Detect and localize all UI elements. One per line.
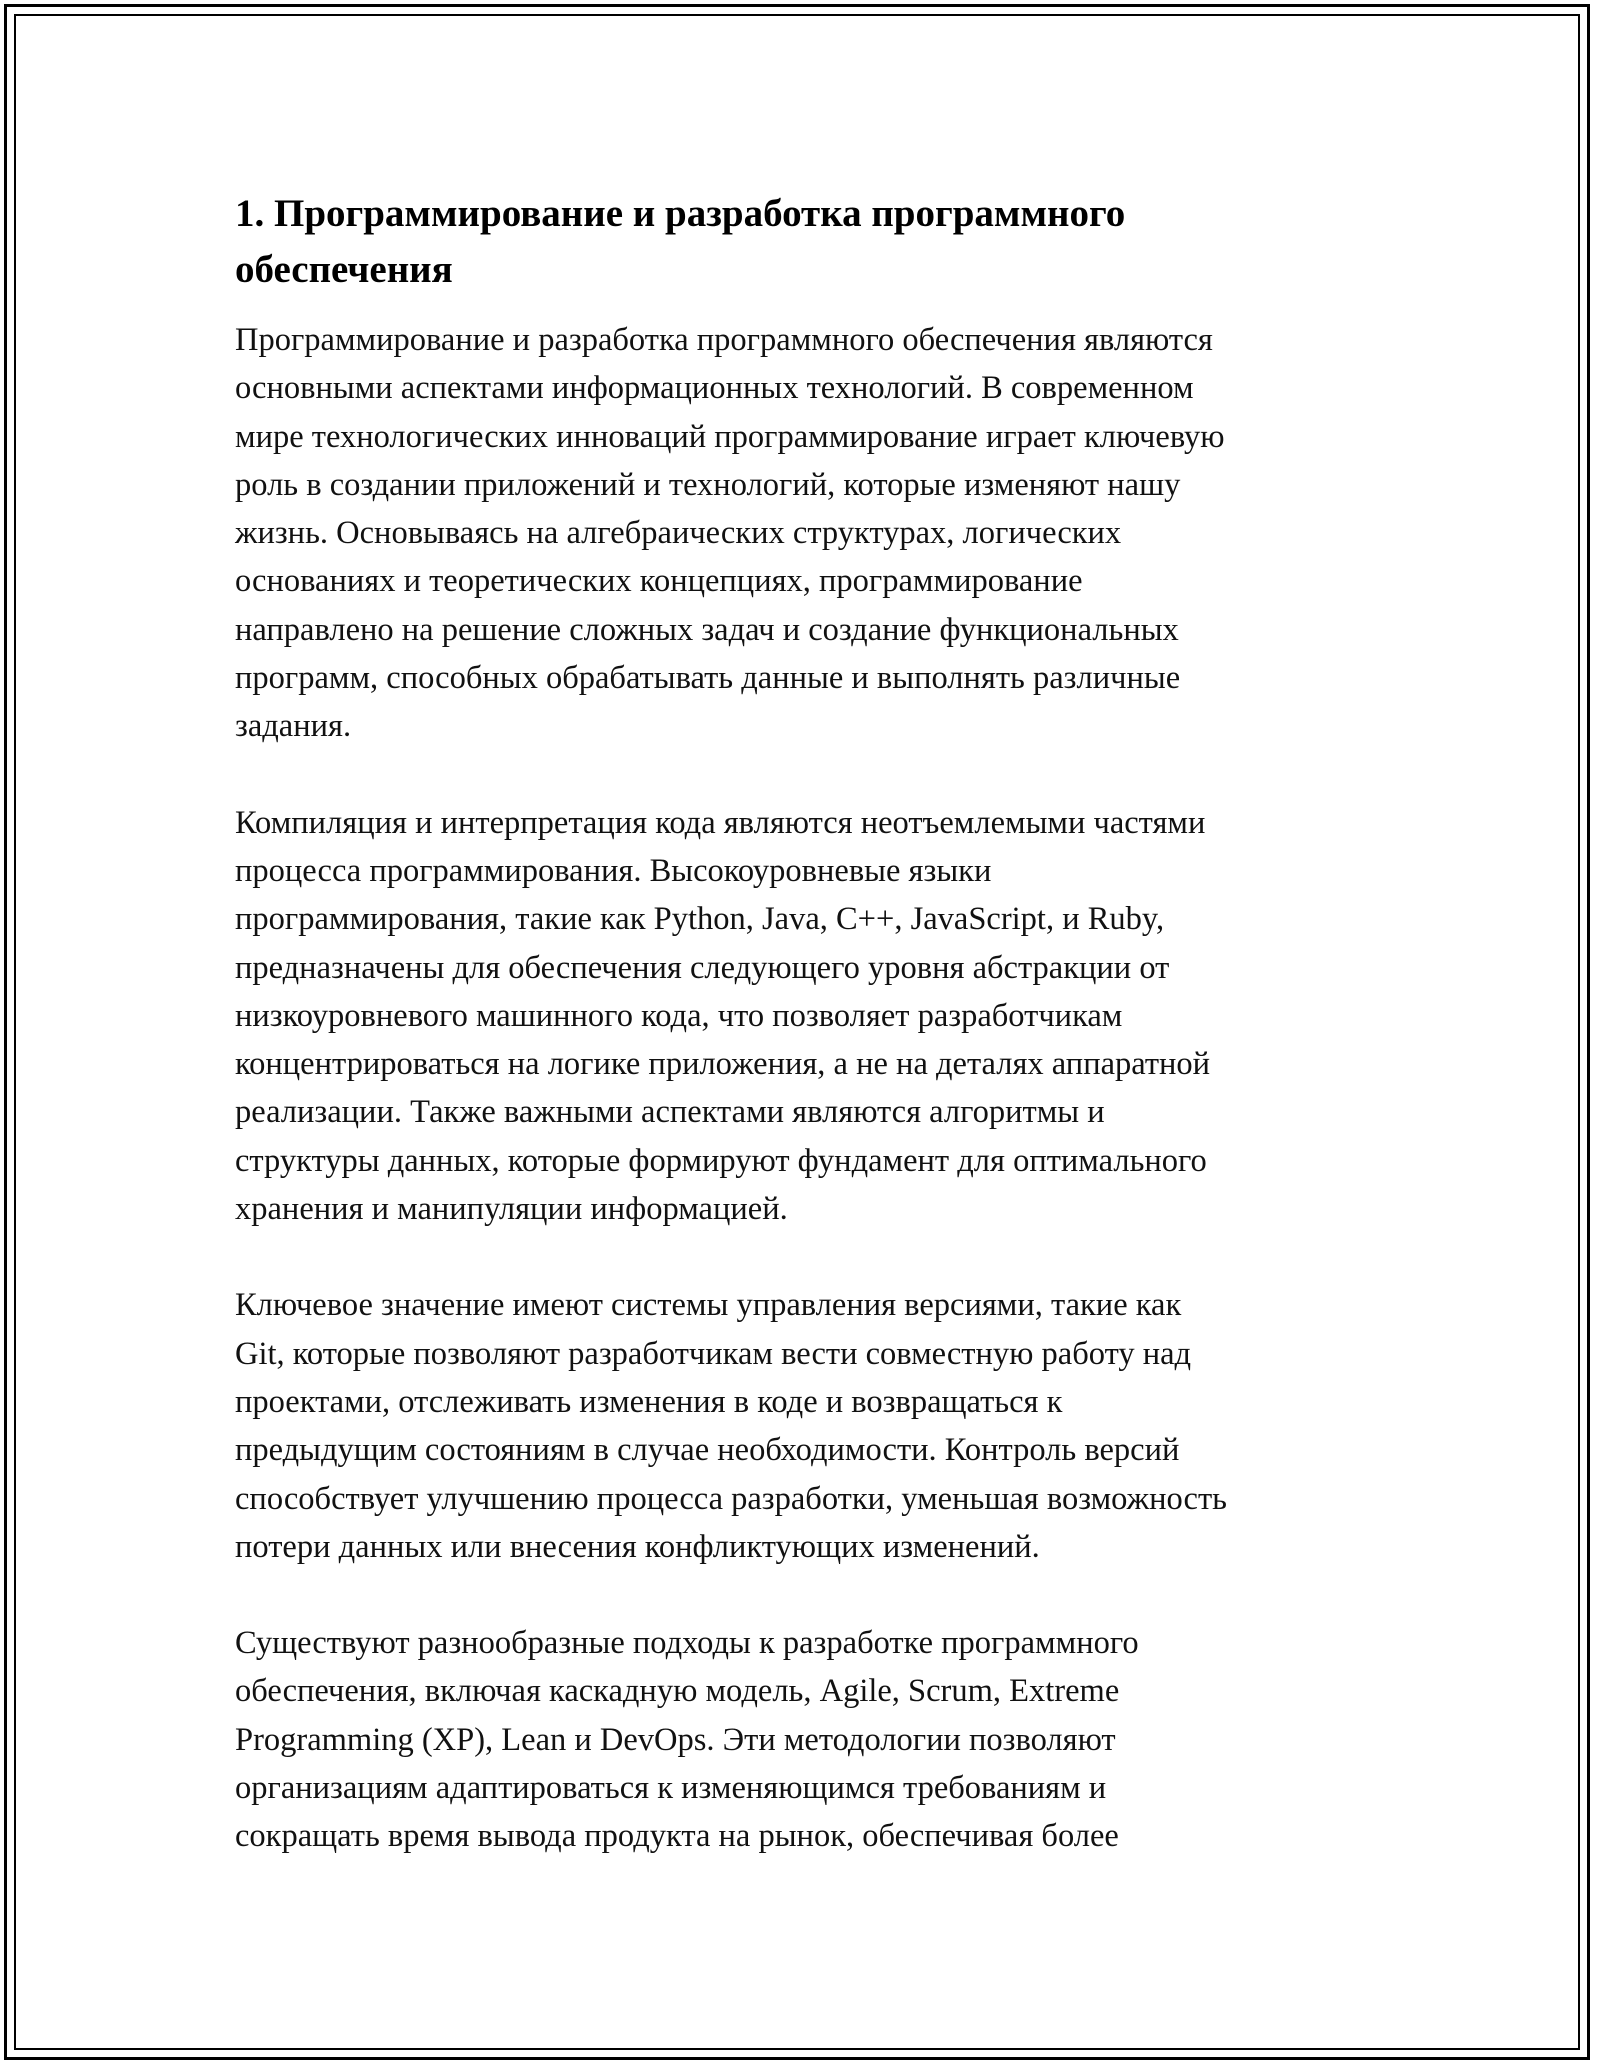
section-heading: 1. Программирование и разработка программного обеспечения <box>235 192 1126 291</box>
paragraph-methodologies: Существуют разнообразные подходы к разработке программного обеспечения, включая каскадную модель, Agile, Scrum, Extreme Programming (XP), Lean и DevOps. Эти методологии позволяют организациям адаптироваться к изменяющимся требованиям и сокращать время вывода продукта на рынок, обеспечивая более <box>235 1625 1139 1855</box>
paragraph-compilation: Компиляция и интерпретация кода являются неотъемлемыми частями процесса программирования. Высокоуровневые языки программирования, такие как Python, Java, C++, JavaScript, и Ruby, предназначены для обеспечения следующего уровня абстракции от низкоуровневого машинного кода, что позволяет разработчикам концентрироваться на логике приложения, а не на деталях аппаратной реализации. Также важными аспектами являются алгоритмы и структуры данных, которые формируют фундамент для оптимального хранения и манипуляции информацией. <box>235 804 1211 1228</box>
paragraph-intro: Программирование и разработка программного обеспечения являются основными аспектами информационных технологий. В современном мире технологических инноваций программирование играет ключевую роль в создании приложений и технологий, которые изменяют нашу жизнь. Основываясь на алгебраических структурах, логических основаниях и теоретических концепциях, программирование направлено на решение сложных задач и создание функциональных программ, способных обрабатывать данные и выполнять различные задания. <box>235 322 1225 745</box>
document-body <box>235 186 1365 1909</box>
paragraph-version-control: Ключевое значение имеют системы управления версиями, такие как Git, которые позволяют разработчикам вести совместную работу над проектами, отслеживать изменения в коде и возвращаться к предыдущим состояниям в случае необходимости. Контроль версий способствует улучшению процесса разработки, уменьшая возможность потери данных или внесения конфликтующих изменений. <box>235 1287 1227 1565</box>
